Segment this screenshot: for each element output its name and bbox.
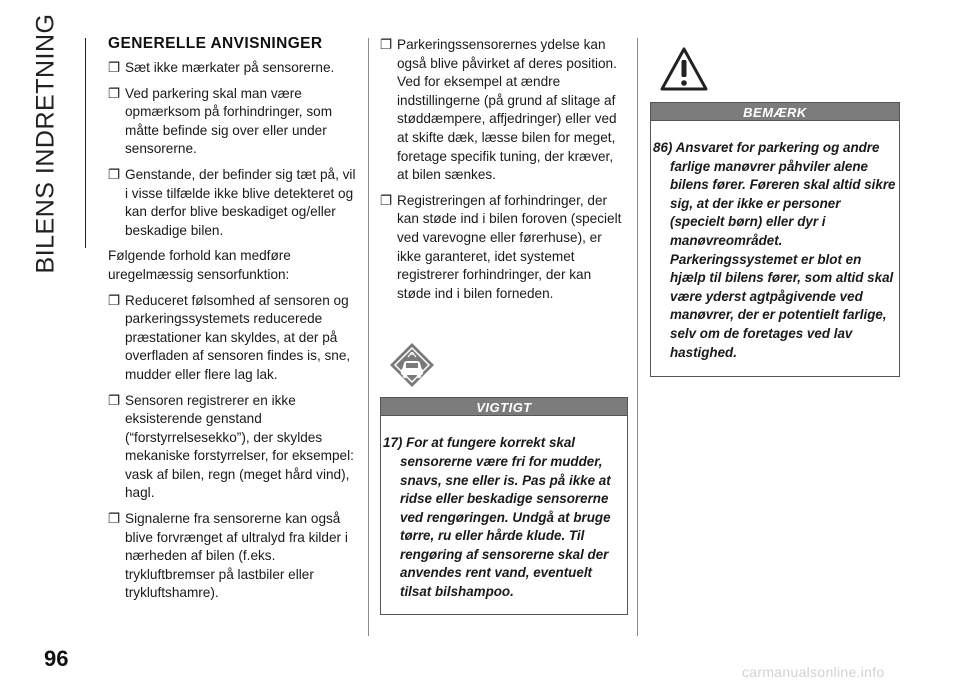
checkbox-bullet-icon: ❐ xyxy=(108,511,121,527)
box-title-important: VIGTIGT xyxy=(380,397,628,416)
bullet-text: Genstande, der befinder sig tæt på, vil i visse tilfælde ikke blive detekteret og kan derfor blive beskadiget og/eller beskadige bilen. xyxy=(125,166,356,238)
warning-triangle-icon xyxy=(660,46,708,92)
bullet-item xyxy=(108,292,358,385)
checkbox-bullet-icon: ❐ xyxy=(108,85,121,101)
bullet-text: Sæt ikke mærkater på sensorerne. xyxy=(125,60,335,75)
column-divider xyxy=(637,38,638,636)
notice-text: 17) For at fungere korrekt skal sensorerne være fri for mudder, snavs, sne eller is. Pas på ikke at ridse eller beskadige sensorerne ved rengøringen. Undgå at bruge tørre, ru eller hårde klude. Til rengøring af sensorerne skal der anvendes rent vand, eventuelt tilsat bilshampoo. xyxy=(383,435,611,600)
important-notice-box xyxy=(380,416,628,614)
checkbox-bullet-icon: ❐ xyxy=(108,392,121,408)
column-1 xyxy=(108,36,358,610)
note-box xyxy=(650,121,900,377)
checkbox-bullet-icon: ❐ xyxy=(108,292,121,308)
section-side-title-text: BILENS INDRETNING xyxy=(31,13,60,273)
bullet-text: Ved parkering skal man være opmærksom på forhindringer, som måtte befinde sig over eller under sensorerne. xyxy=(125,85,333,157)
watermark-text: carmanualsonline.info xyxy=(742,664,885,680)
bullet-text: Signalerne fra sensorerne kan også blive forvrænget af ultralyd fra kilder i nærheden af bilen (f.eks. trykluftbremser på lastbiler eller trykluftshamre). xyxy=(125,511,348,601)
bullet-text: Reduceret følsomhed af sensoren og parkeringssystemets reducerede præstationer kan skyldes, at der på overfladen af sensoren findes is, sne, mudder eller flere lag lak. xyxy=(125,292,351,382)
body-paragraph: Følgende forhold kan medføre uregelmæssig sensorfunktion: xyxy=(108,248,291,282)
page-number: 96 xyxy=(44,646,69,671)
column-2 xyxy=(380,36,628,615)
checkbox-bullet-icon: ❐ xyxy=(108,166,121,182)
bullet-text: Parkeringssensorernes ydelse kan også blive påvirket af deres position. Ved for eksempel at ændre indstillingerne (på grund af slitage af støddæmpere, affjedringer) eller ved at skifte dæk, læsse bilen for meget, foretage specifik tuning, der kræver, at bilen sænkes. xyxy=(397,37,617,183)
bullet-item xyxy=(108,392,358,504)
checkbox-bullet-icon: ❐ xyxy=(380,37,393,52)
section-side-title xyxy=(16,13,76,273)
section-heading: GENERELLE ANVISNINGER xyxy=(108,35,323,52)
bullet-item xyxy=(108,166,358,240)
note-text: 86) Ansvaret for parkering og andre farlige manøvrer påhviler alene bilens fører. Føreren skal altid sikre sig, at der ikke er personer (specielt børn) eller dyr i manøvreområdet. Parkeringssystemet er blot en hjælp til bilens fører, som altid skal være yderst agtpågivende ved manøvrer, der er potentielt farlige, selv om de foretages ved lav hastighed. xyxy=(653,140,896,360)
checkbox-bullet-icon: ❐ xyxy=(380,192,393,208)
checkbox-bullet-icon: ❐ xyxy=(108,60,121,75)
box-title-note: BEMÆRK xyxy=(650,102,900,121)
side-title-rule xyxy=(85,38,86,248)
bullet-text: Sensoren registrerer en ikke eksisterende genstand (“forstyrrelsesekko”), der skyldes mekaniske forstyrrelser, for eksempel: vask af bilen, regn (meget hård vind), hagl. xyxy=(125,392,354,501)
bullet-item xyxy=(108,85,358,159)
car-warning-icon xyxy=(388,341,436,391)
bullet-item xyxy=(380,192,628,304)
column-3 xyxy=(650,46,900,377)
bullet-item xyxy=(380,36,628,185)
bullet-item xyxy=(108,510,358,603)
bullet-text: Registreringen af forhindringer, der kan støde ind i bilen foroven (specielt ved varevogne eller førerhuse), er ikke garanteret, idet systemet registrerer forhindringer, der kan støde ind i bilen forneden. xyxy=(397,192,622,301)
bullet-item xyxy=(108,59,358,78)
column-divider xyxy=(368,38,369,636)
